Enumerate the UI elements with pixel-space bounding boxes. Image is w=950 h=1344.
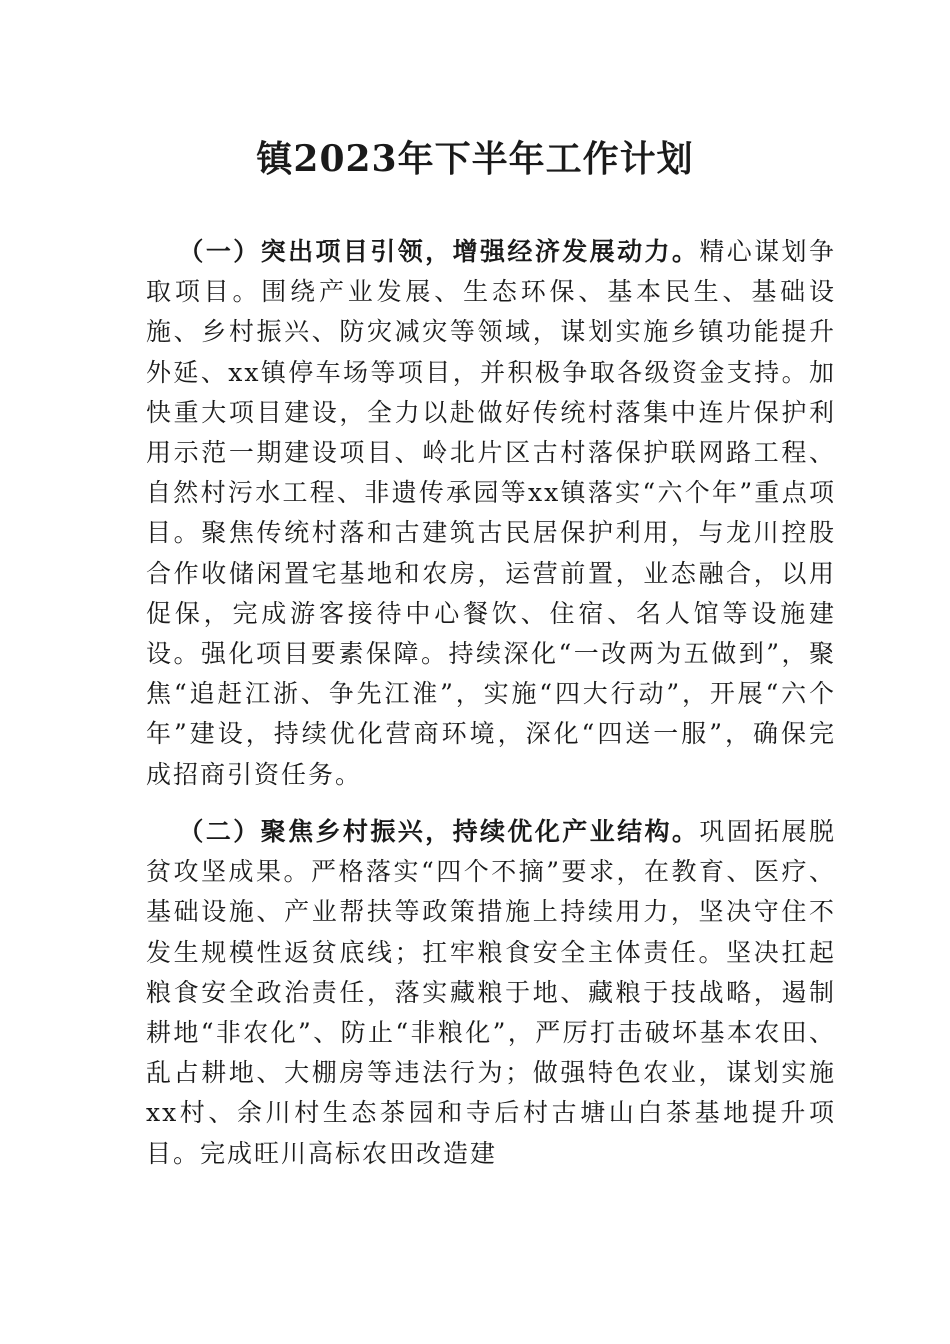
paragraph-2-body: 巩固拓展脱贫攻坚成果。严格落实“四个不摘”要求，在教育、医疗、基础设施、产业帮扶等政策措施上持续用力，坚决守住不发生规模性返贫底线；扛牢粮食安全主体责任。坚决扛起粮食安全政治责任，落实藏粮于地、藏粮于技战略，遏制耕地“非农化”、防止“非粮化”，严厉打击破坏基本农田、乱占耕地、大棚房等违法行为；做强特色农业，谋划实施xx村、余川村生态茶园和寺后村古塘山白茶基地提升项目。完成旺川高标农田改造建 bbox=[146, 817, 836, 1168]
paragraph-2 bbox=[146, 812, 836, 1174]
paragraph-1-body: 精心谋划争取项目。围绕产业发展、生态环保、基本民生、基础设施、乡村振兴、防灾减灾等领域，谋划实施乡镇功能提升外延、xx镇停车场等项目，并积极争取各级资金支持。加快重大项目建设，全力以赴做好传统村落集中连片保护利用示范一期建设项目、岭北片区古村落保护联网路工程、自然村污水工程、非遗传承园等xx镇落实“六个年”重点项目。聚焦传统村落和古建筑古民居保护利用，与龙川控股合作收储闲置宅基地和农房，运营前置，业态融合，以用促保，完成游客接待中心餐饮、住宿、名人馆等设施建设。强化项目要素保障。持续深化“一改两为五做到”，聚焦“追赶江浙、争先江淮”，实施“四大行动”，开展“六个年”建设，持续优化营商环境，深化“四送一服”，确保完成招商引资任务。 bbox=[146, 237, 836, 789]
paragraph-2-heading: （二）聚焦乡村振兴，持续优化产业结构。 bbox=[178, 817, 700, 846]
paragraph-1-heading: （一）突出项目引领，增强经济发展动力。 bbox=[178, 237, 700, 266]
document-title: 镇2023年下半年工作计划 bbox=[256, 138, 694, 180]
paragraph-1 bbox=[146, 232, 836, 795]
